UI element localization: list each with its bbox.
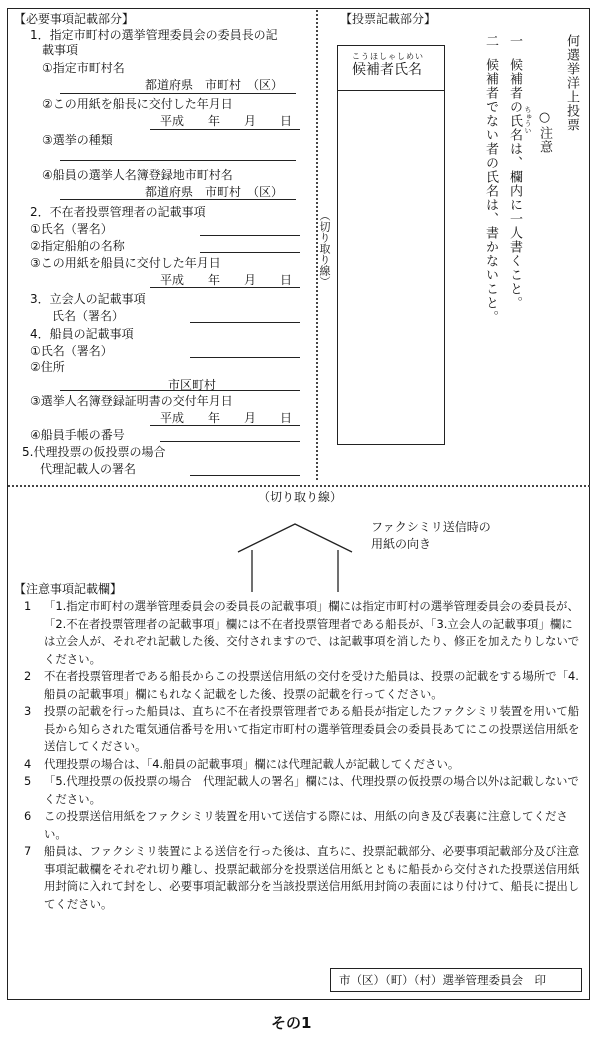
note1-text: 候補者の氏名は、欄内に一人書くこと。 bbox=[507, 58, 522, 310]
s2-issue-date-label: ③この用紙を船員に交付した年月日 bbox=[30, 256, 221, 270]
notes-header: 【注意事項記載欄】 bbox=[14, 582, 123, 596]
note-item-5: 5 「5.代理投票の仮投票の場合 代理記載人の署名」欄には、代理投票の仮投票の場合以外は記載しないでください。 bbox=[24, 774, 579, 806]
ballot-header: 【投票記載部分】 bbox=[340, 12, 437, 26]
s5-proxy-label: 代理記載人の署名 bbox=[40, 462, 137, 476]
s1-election-type-line[interactable] bbox=[60, 160, 296, 161]
s2-ship-line[interactable] bbox=[200, 252, 300, 253]
attention-ruby: ちゅうい bbox=[524, 106, 532, 134]
attention-label: ○注意 bbox=[537, 110, 552, 154]
election-committee-stamp-box: 市（区）（町）（村）選挙管理委員会 印 bbox=[330, 968, 582, 992]
s1-municipality-fill: 都道府県 市町村 （区） bbox=[145, 78, 284, 92]
note2-text: 候補者でない者の氏名は、書かないこと。 bbox=[483, 58, 498, 324]
s1-issue-date-fill: 平成 年 月 日 bbox=[160, 114, 293, 128]
candidate-box[interactable] bbox=[337, 45, 445, 445]
s1-municipality-line[interactable] bbox=[60, 93, 296, 94]
s1-registry-line[interactable] bbox=[60, 199, 296, 200]
fax-orientation-line1: ファクシミリ送信時の bbox=[371, 520, 491, 534]
s2-issue-date-fill: 平成 年 月 日 bbox=[160, 273, 293, 287]
s5-proxy-line[interactable] bbox=[190, 475, 300, 476]
s3-name-line[interactable] bbox=[190, 322, 300, 323]
s4-name-line[interactable] bbox=[190, 357, 300, 358]
required-info-header: 【必要事項記載部分】 bbox=[14, 12, 135, 26]
s2-name-label: ①氏名（署名） bbox=[30, 222, 113, 236]
s4-name-label: ①氏名（署名） bbox=[30, 344, 113, 358]
notes-list bbox=[14, 598, 580, 913]
section1-title-cont: 載事項 bbox=[42, 43, 79, 57]
note-item-7: 7 船員は、ファクシミリ装置による送信を行った後は、直ちに、投票記載部分、必要事項記載部分及び注意事項記載欄をそれぞれ切り離し、投票記載部分を投票送信用紙とともに船長から交付された投票送信用紙用封筒に入れて封をし、必要事項記載部分を当該投票送信用紙用封筒の表面にはり付けて、船長に提出してください。 bbox=[24, 844, 580, 911]
horizontal-cut-line bbox=[8, 485, 590, 487]
s2-ship-label: ②指定船舶の名称 bbox=[30, 239, 125, 253]
note1-number: 一 bbox=[507, 34, 522, 48]
s4-cert-date-line[interactable] bbox=[150, 425, 300, 426]
note-item-3: 3 投票の記載を行った船員は、直ちに不在者投票管理者である船長が指定したファクシミリ装置を用いて船長から知らされた電気通信番号を用いて指定市町村の選挙管理委員会の委員長あてにこの投票送信用紙を送信してください。 bbox=[24, 704, 580, 753]
note-item-2: 2 不在者投票管理者である船長からこの投票送信用紙の交付を受けた船員は、投票の記載をする場所で「4.船員の記載事項」欄にもれなく記載をした後、投票の記載を行ってください。 bbox=[24, 669, 579, 701]
s1-issue-date-line[interactable] bbox=[150, 129, 300, 130]
s1-election-type-label: ③選挙の種類 bbox=[42, 133, 113, 147]
s1-registry-fill: 都道府県 市町村 （区） bbox=[145, 185, 284, 199]
s4-address-fill: 市区町村 bbox=[168, 378, 217, 392]
s4-address-line[interactable] bbox=[60, 390, 300, 391]
s4-cert-date-label: ③選挙人名簿登録証明書の交付年月日 bbox=[30, 394, 233, 408]
s2-name-line[interactable] bbox=[200, 235, 300, 236]
s4-cert-date-fill: 平成 年 月 日 bbox=[160, 411, 293, 425]
s1-issue-date-label: ②この用紙を船長に交付した年月日 bbox=[42, 97, 233, 111]
s2-issue-date-line[interactable] bbox=[150, 287, 300, 288]
fax-orientation-icon bbox=[230, 512, 360, 592]
ballot-title: 何選挙洋上投票 bbox=[564, 34, 579, 132]
s4-handbook-line[interactable] bbox=[160, 441, 300, 442]
section5-title: 5.代理投票の仮投票の場合 bbox=[22, 445, 166, 459]
note-item-1: 1 「1.指定市町村の選挙管理委員会の委員長の記載事項」欄には指定市町村の選挙管理委員会の委員長が、「2.不在者投票管理者の記載事項」欄には不在者投票管理者である船長が、「3.立会人の記載事項」欄には立会人が、それぞれ記載した後、交付されますので、は記載事項を消したり、修正を加えたりしないでください。 bbox=[24, 599, 580, 666]
s3-name-label: 氏名（署名） bbox=[52, 309, 125, 323]
note-item-4: 4 代理投票の場合は、「4.船員の記載事項」欄には代理記載人が記載してください。 bbox=[24, 756, 460, 771]
page-caption: その1 bbox=[271, 1014, 312, 1032]
section2-title: 2．不在者投票管理者の記載事項 bbox=[30, 205, 206, 219]
section4-title: 4．船員の記載事項 bbox=[30, 327, 134, 341]
candidate-box-divider bbox=[337, 90, 445, 91]
s4-handbook-label: ④船員手帳の番号 bbox=[30, 428, 125, 442]
s4-address-label: ②住所 bbox=[30, 360, 65, 374]
section1-title: 1．指定市町村の選挙管理委員会の委員長の記 bbox=[30, 28, 278, 42]
candidate-ruby: こうほしゃしめい bbox=[352, 52, 424, 61]
note2-number: 二 bbox=[483, 34, 498, 48]
s1-registry-label: ④船員の選挙人名簿登録地市町村名 bbox=[42, 168, 233, 182]
horizontal-cut-line-label: （切り取り線） bbox=[258, 490, 343, 504]
s1-municipality-label: ①指定市町村名 bbox=[42, 61, 125, 75]
vertical-cut-line-label: （切り取り線） bbox=[318, 210, 331, 287]
candidate-label: 候補者氏名 bbox=[352, 62, 422, 78]
note-item-6: 6 この投票送信用紙をファクシミリ装置を用いて送信する際には、用紙の向き及び表裏に注意してください。 bbox=[24, 809, 568, 841]
fax-orientation-line2: 用紙の向き bbox=[371, 537, 432, 551]
section3-title: 3．立会人の記載事項 bbox=[30, 292, 146, 306]
